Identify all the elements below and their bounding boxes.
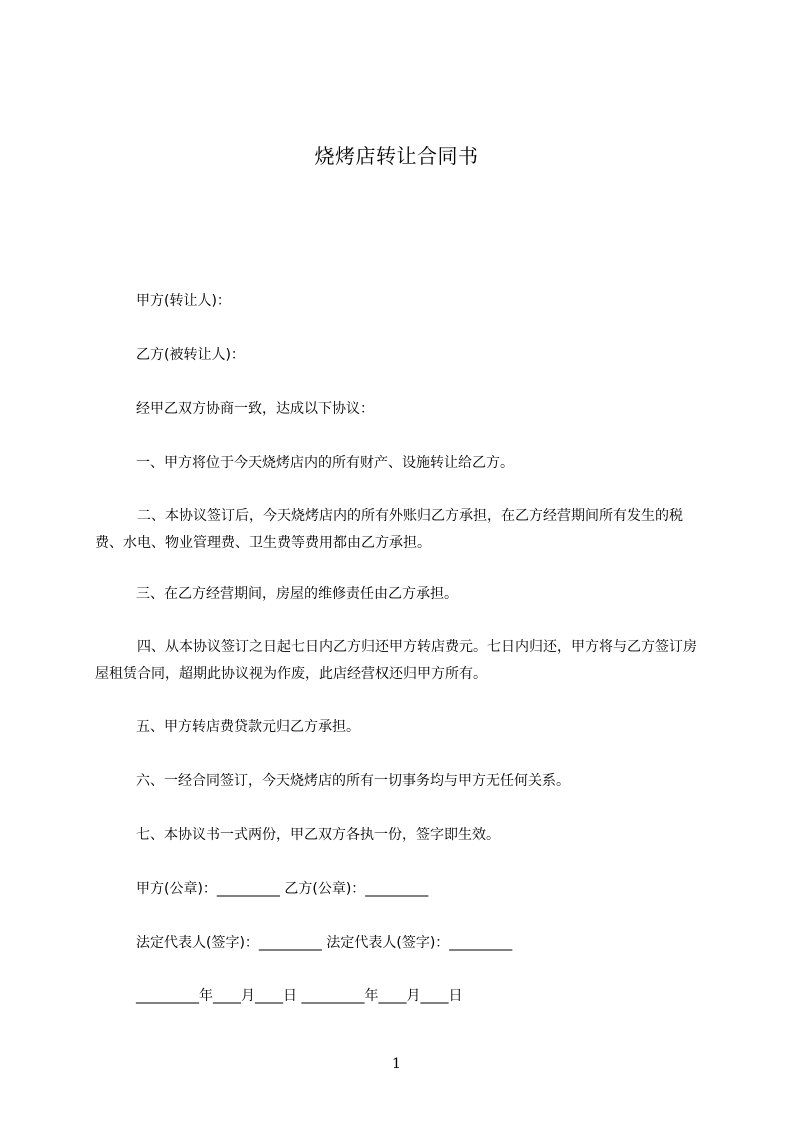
party-a-line: 甲方(转让人)： xyxy=(136,293,231,309)
party-b-line: 乙方(被转让人)： xyxy=(136,347,245,363)
seal-signature-line: 甲方(公章)：_________ 乙方(公章)：_________ xyxy=(136,881,429,897)
intro-paragraph: 经甲乙双方协商一致，达成以下协议： xyxy=(136,401,374,417)
page-number: 1 xyxy=(392,1056,401,1072)
clause-2: 二、本协议签订后，今天烧烤店内的所有外账归乙方承担，在乙方经营期间所有发生的税费、水电、物业管理费、卫生费等费用都由乙方承担。 xyxy=(95,508,683,551)
clause-5: 五、甲方转店费贷款元归乙方承担。 xyxy=(136,719,360,735)
clause-6: 六、一经合同签订，今天烧烤店的所有一切事务均与甲方无任何关系。 xyxy=(136,773,570,789)
document-title: 烧烤店转让合同书 xyxy=(314,144,479,168)
representative-signature-line: 法定代表人(签字)：_________ 法定代表人(签字)：_________ xyxy=(136,935,513,951)
clause-4: 四、从本协议签订之日起七日内乙方归还甲方转店费元。七日内归还，甲方将与乙方签订房屋租赁合同，超期此协议视为作废，此店经营权还归甲方所有。 xyxy=(95,639,697,682)
clause-1: 一、甲方将位于今天烧烤店内的所有财产、设施转让给乙方。 xyxy=(136,455,514,471)
date-line: _________年____月____日 _________年____月____日 xyxy=(136,988,463,1004)
clause-7: 七、本协议书一式两份，甲乙双方各执一份，签字即生效。 xyxy=(136,827,500,843)
clause-3: 三、在乙方经营期间，房屋的维修责任由乙方承担。 xyxy=(136,586,458,602)
